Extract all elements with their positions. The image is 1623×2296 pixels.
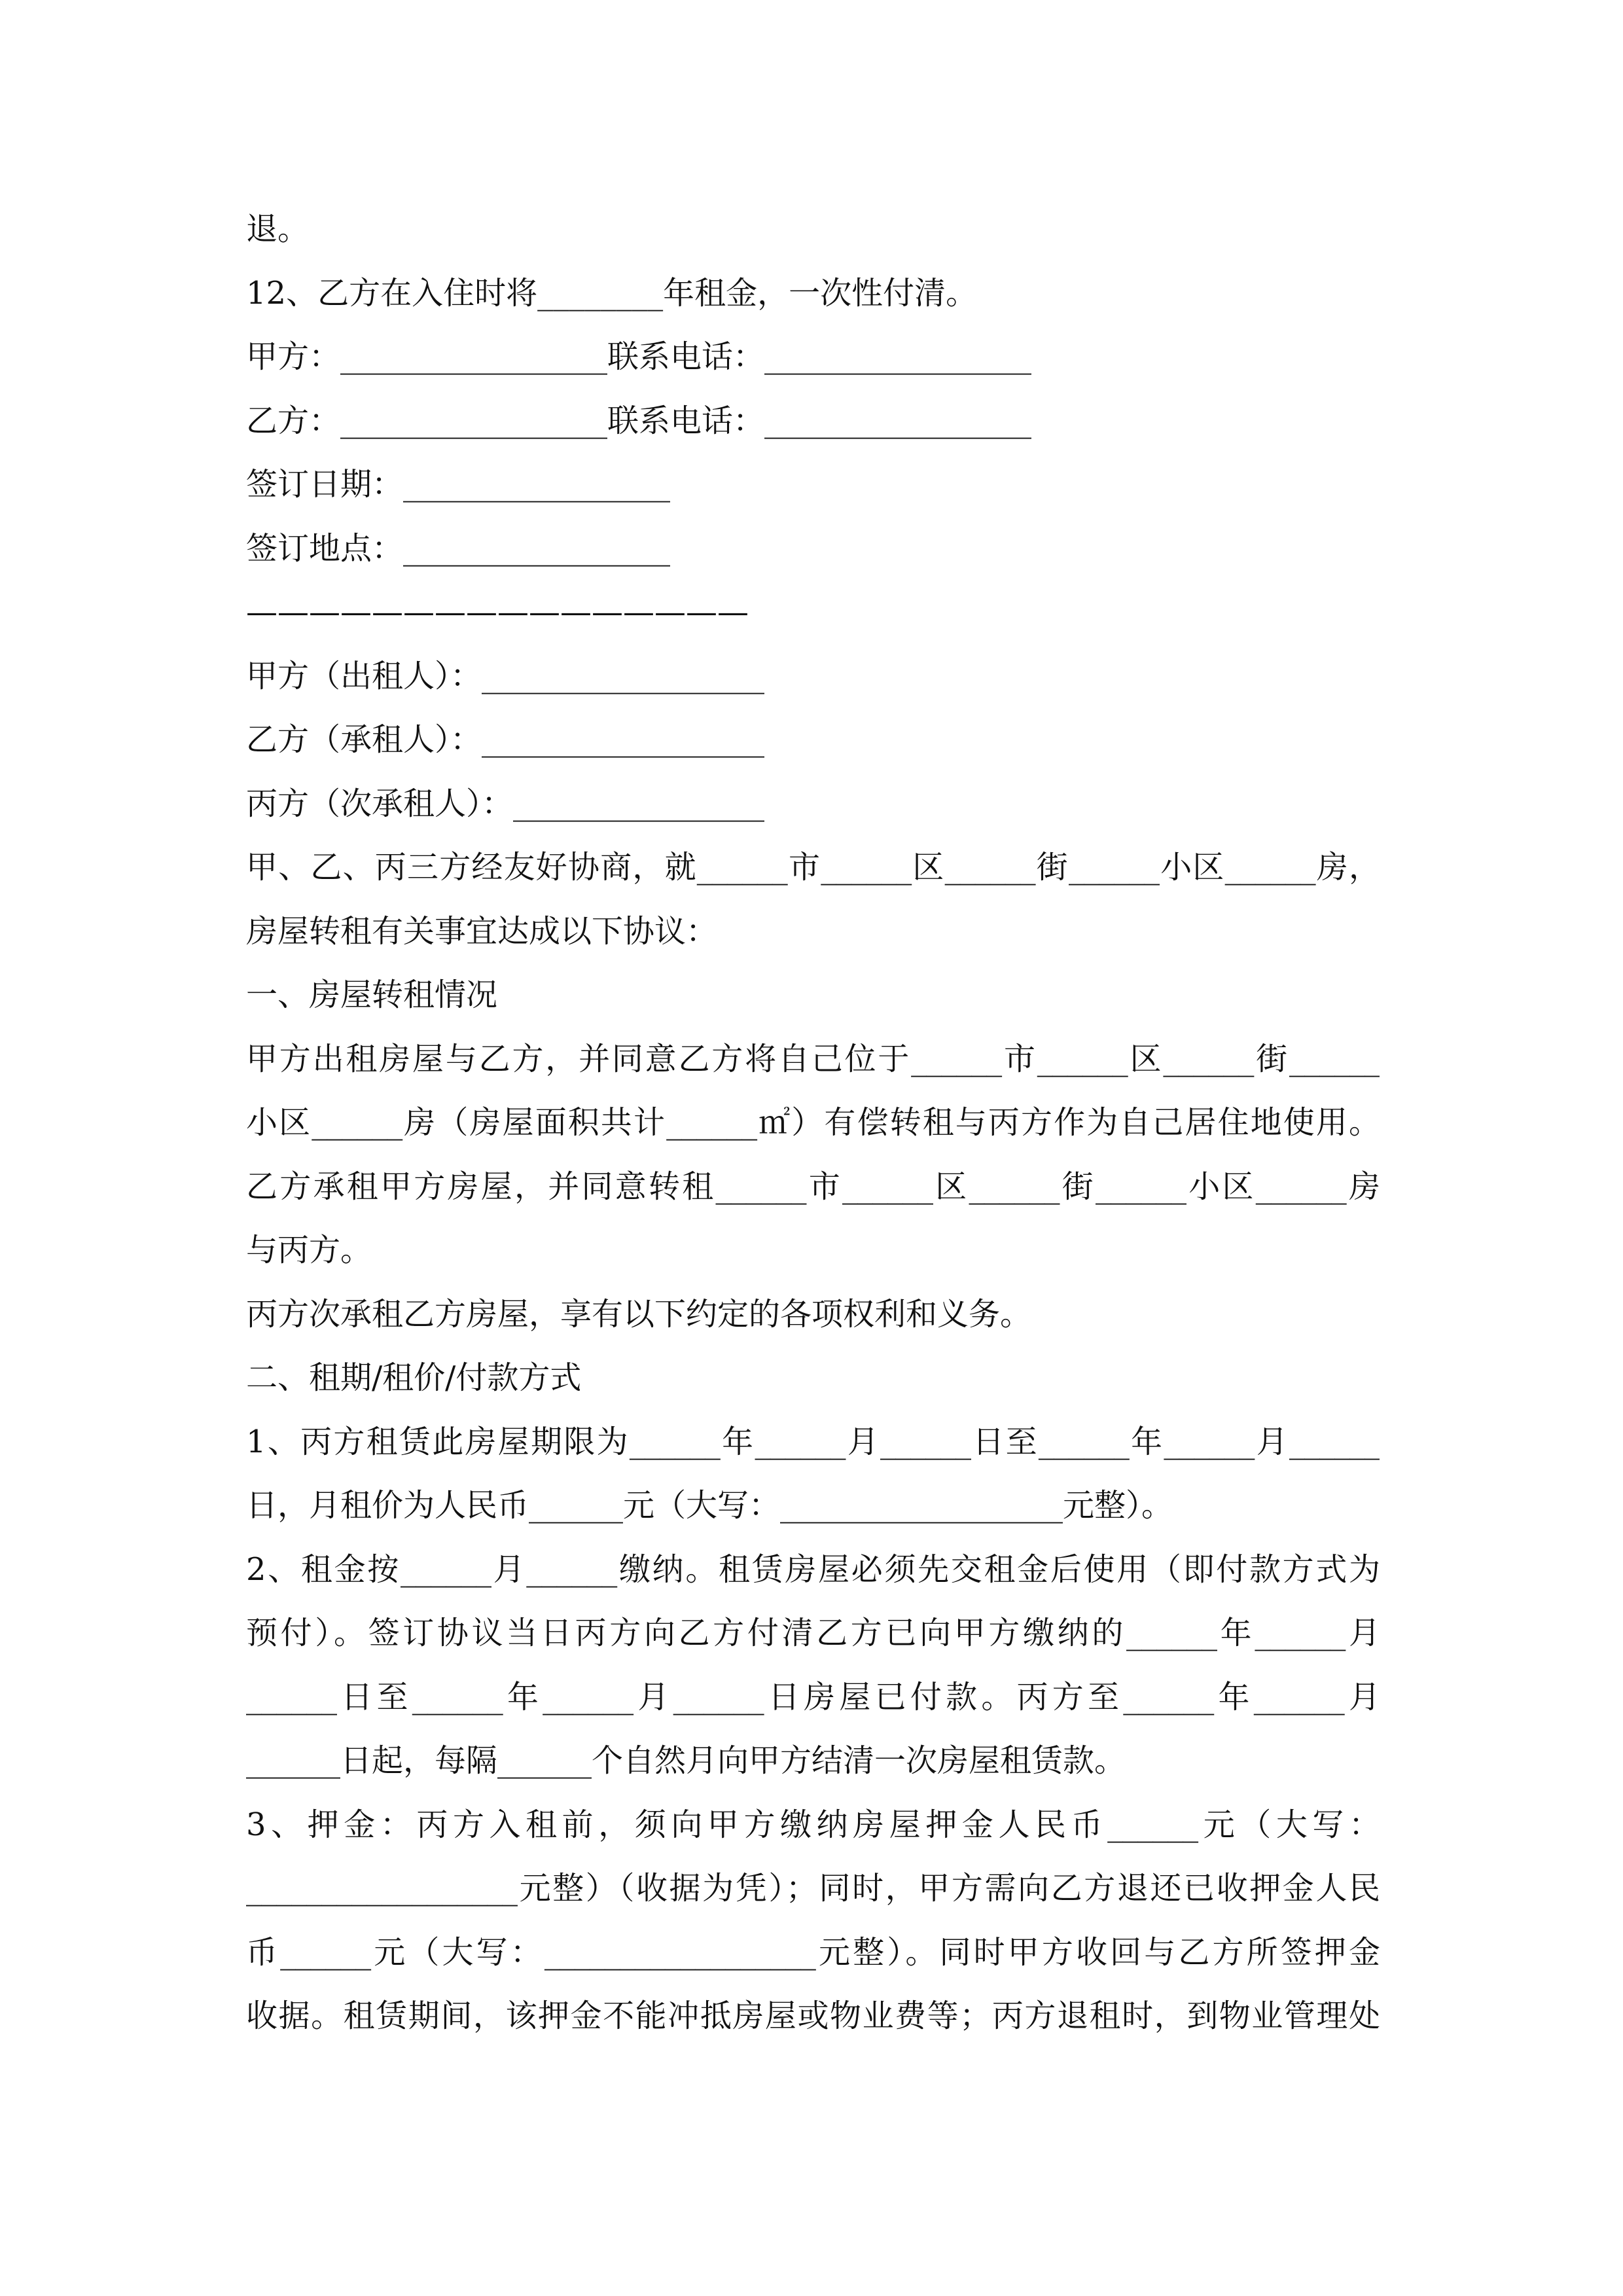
- clause-12-line: 12、乙方在入住时将________年租金，一次性付清。: [246, 274, 978, 312]
- signing-place-line: 签订地点：_________________: [246, 529, 671, 567]
- signing-date-line: 签订日期：_________________: [246, 466, 671, 503]
- contract-line: 小区______房（房屋面积共计______㎡）有偿转租与丙方作为自己居住地使用。: [246, 1104, 1380, 1141]
- contract-line: 币______元（大写：__________________元整）。同时甲方收回与乙方所签押金: [246, 1933, 1380, 1971]
- contract-line: 收据。租赁期间，该押金不能冲抵房屋或物业费等；丙方退租时，到物业管理处: [246, 1998, 1380, 2034]
- contract-line: 退。: [246, 211, 310, 247]
- lessor-line: 甲方（出租人）：__________________: [246, 657, 765, 694]
- sublessee-line: 丙方（次承租人）：________________: [246, 785, 765, 822]
- contract-line: ______日起，每隔______个自然月向甲方结清一次房屋租赁款。: [246, 1742, 1126, 1779]
- contract-line: 房屋转租有关事宜达成以下协议：: [246, 912, 718, 950]
- contract-line: 1、丙方租赁此房屋期限为______年______月______日至______年______月______: [246, 1423, 1380, 1460]
- contract-line: 2、租金按______月______缴纳。租赁房屋必须先交租金后使用（即付款方式为: [246, 1551, 1380, 1588]
- separator-rule: ————————————————: [246, 594, 749, 630]
- contract-line: 3、押金：丙方入租前，须向甲方缴纳房屋押金人民币______元（大写：: [246, 1806, 1380, 1843]
- section-heading: 二、租期/租价/付款方式: [246, 1359, 582, 1396]
- contract-line: __________________元整）（收据为凭）；同时，甲方需向乙方退还已收押金人民: [246, 1870, 1380, 1907]
- party-b-contact-line: 乙方：_________________联系电话：_________________: [246, 402, 1032, 439]
- party-a-contact-line: 甲方：_________________联系电话：_________________: [246, 338, 1032, 375]
- contract-line: 日，月租价为人民币______元（大写：__________________元整）。: [246, 1487, 1173, 1524]
- contract-line: 预付）。签订协议当日丙方向乙方付清乙方已向甲方缴纳的______年______月: [246, 1615, 1380, 1651]
- contract-line: 乙方承租甲方房屋，并同意转租______市______区______街______小区______房: [246, 1168, 1380, 1205]
- contract-line: 甲、乙、丙三方经友好协商，就______市______区______街______小区______房，: [246, 849, 1380, 886]
- contract-line: 甲方出租房屋与乙方，并同意乙方将自己位于______市______区______街______: [246, 1040, 1380, 1077]
- contract-line: 丙方次承租乙方房屋，享有以下约定的各项权利和义务。: [246, 1295, 1032, 1333]
- lessee-line: 乙方（承租人）：__________________: [246, 721, 765, 758]
- section-heading: 一、房屋转租情况: [246, 977, 498, 1013]
- contract-line: ______日至______年______月______日房屋已付款。丙方至______年______月: [246, 1678, 1380, 1715]
- contract-line: 与丙方。: [246, 1232, 372, 1268]
- contract-page: [246, 198, 1380, 2049]
